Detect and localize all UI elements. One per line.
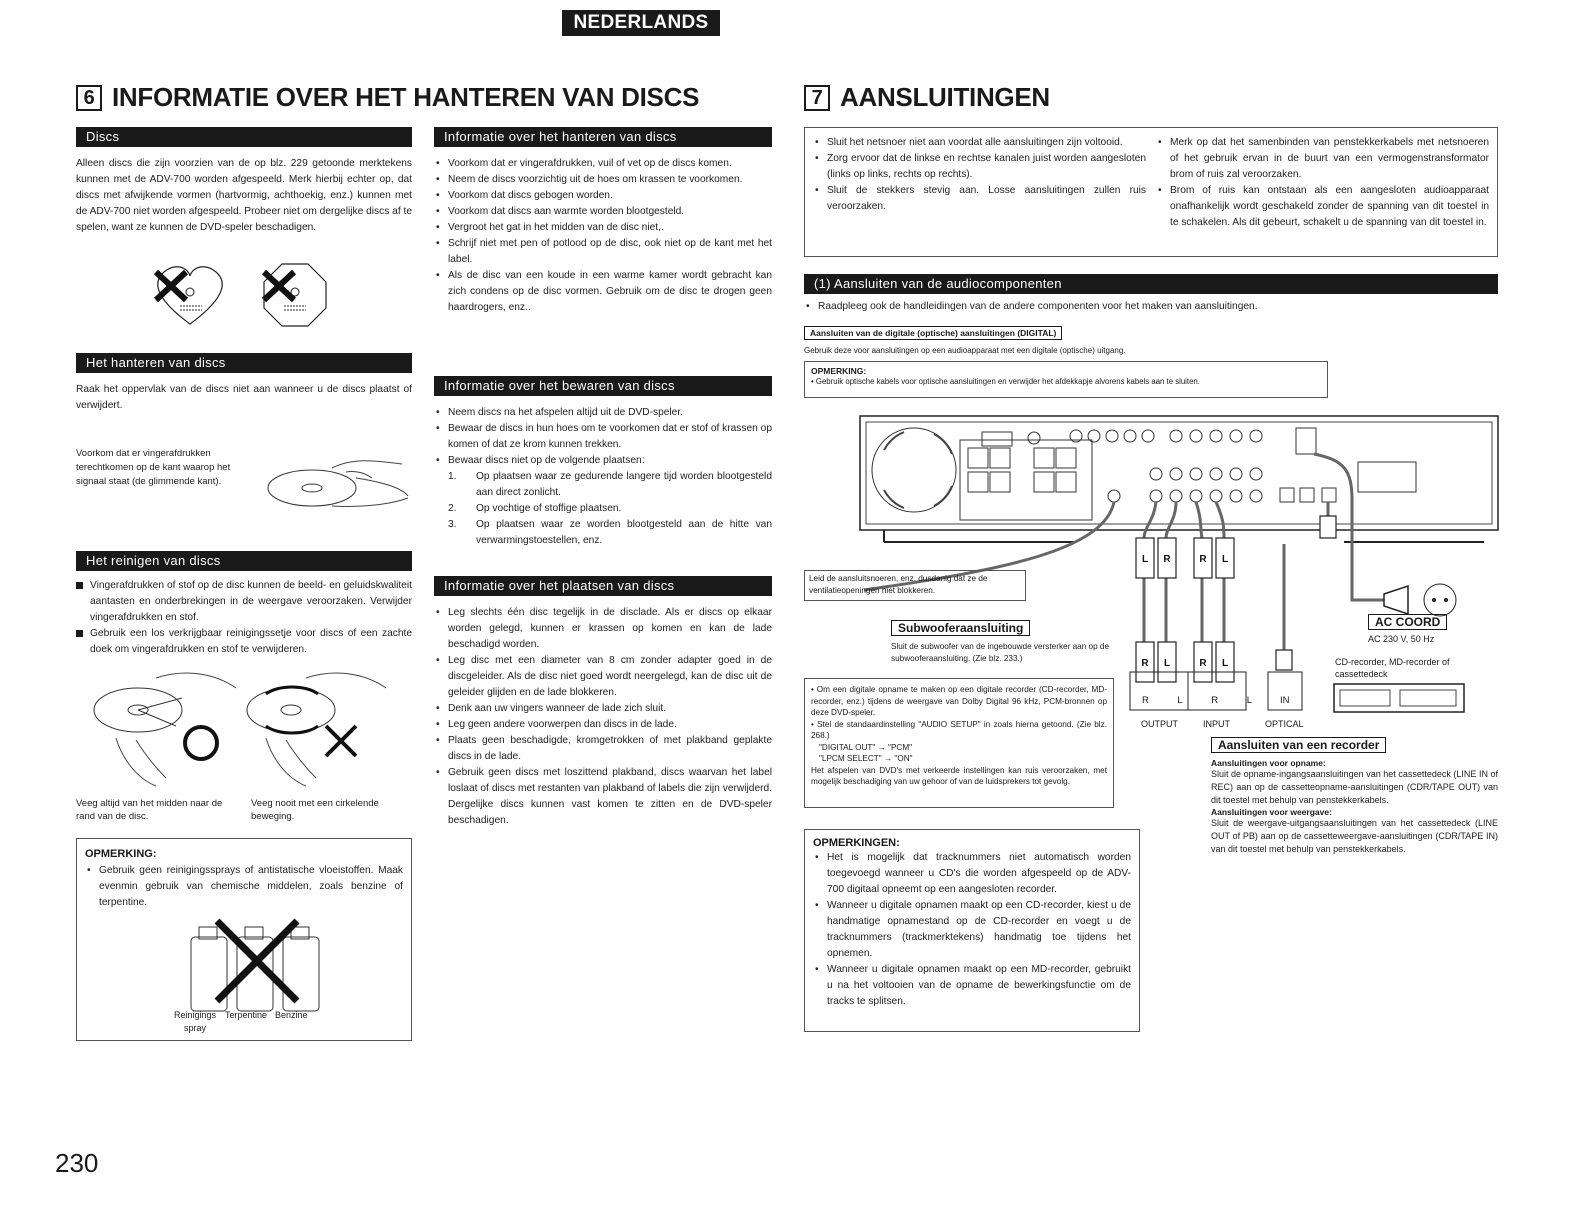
intro-left-item: • Sluit de stekkers stevig aan. Losse aansluitingen zullen ruis veroorzaken. xyxy=(813,183,1146,215)
placing-item: • Leg disc met een diameter van 8 cm zonder adapter goed in de discgeleider. Als de disc niet goed wordt neergelegd, kan de disc uit de geleider glijden en de lade blokkeren. xyxy=(434,653,772,701)
section-7-title xyxy=(804,82,1050,113)
placing-heading: Informatie over het plaatsen van discs xyxy=(434,576,772,596)
svg-text:R: R xyxy=(1199,658,1207,669)
column-info xyxy=(434,127,772,316)
recorder-caption: CD-recorder, MD-recorder of cassettedeck xyxy=(1335,657,1450,679)
digital-rec-box: • Om een digitale opname te maken op een digitale recorder (CD-recorder, MD-recorder, enz.) tijdens de weergave van Dolby Digital 96 kHz, PCM-bronnen op deze DVD-speler. • Stel de standaardinstelling "AUDIO SETUP" in zoals hierna getoond. (Zie blz. 268.) "DIGITAL OUT" → "PCM" "LPCM SELECT" → "ON" Het afspelen van DVD's met verkeerde instellingen kan ruis veroorzaken, met mogelijk beschadiging van uw gehoor of van de luidsprekers tot gevolg. xyxy=(804,678,1114,808)
audio-note: • Raadpleeg ook de handleidingen van de andere componenten voor het maken van aansluitingen. xyxy=(804,299,1498,315)
in-label: IN xyxy=(1280,695,1290,706)
handling-info-heading: Informatie over het hanteren van discs xyxy=(434,127,772,147)
rec-text: Sluit de opname-ingangsaansluitingen van het cassettedeck (LINE IN of REC) aan op de cassetteopname-aansluitingen (CDR/TAPE OUT) van dit toestel met behulp van penstekkerkabels. xyxy=(1211,769,1498,805)
section-6-title xyxy=(76,82,699,113)
placing-item: • Leg slechts één disc tegelijk in de disclade. Als er discs op elkaar worden gelegd, kunnen er krassen op komen en kan de lade beschadigd worden. xyxy=(434,605,772,653)
opmerkingen-item: • Wanneer u digitale opnamen maakt op een MD-recorder, gebruikt u na het voltooien van de opname de bewerkingsfunctie om de tracks te splitsen. xyxy=(813,962,1131,1010)
page-number: 230 xyxy=(55,1148,99,1178)
bottle-label-spray: Reinigings spray xyxy=(173,1010,217,1033)
handling-block xyxy=(76,353,412,414)
recorder-block xyxy=(1211,758,1498,856)
optical-label: OPTICAL xyxy=(1265,719,1304,729)
handling-info-item: • Neem de discs voorzichtig uit de hoes om krassen te voorkomen. xyxy=(434,172,772,188)
handling-info-item: • Als de disc van een koude in een warme kamer wordt gebracht kan zich condens op de disc vormen. Gebruik om de disc te drogen geen haardrogers, enz.. xyxy=(434,268,772,316)
storage-subitem: 1. Op plaatsen waar ze gedurende langere tijd worden blootgesteld aan direct zonlicht. xyxy=(448,471,772,498)
digital-text: Gebruik deze voor aansluitingen op een audioapparaat met een digitale (optische) uitgang. xyxy=(804,346,1126,355)
intro-box xyxy=(804,127,1498,257)
subwoofer-heading: Subwooferaansluiting xyxy=(891,620,1030,636)
handling-info-item: • Vergroot het gat in het midden van de disc niet,. xyxy=(434,220,772,236)
audio-heading: (1) Aansluiten van de audiocomponenten xyxy=(804,274,1498,294)
handling-info-item: • Voorkom dat discs gebogen worden. xyxy=(434,188,772,204)
digital-heading: Aansluiten van de digitale (optische) aansluitingen (DIGITAL) xyxy=(804,326,1062,340)
odd-discs-illustration xyxy=(150,262,340,332)
placing-block xyxy=(434,576,772,829)
handling-info-item: • Voorkom dat er vingerafdrukken, vuil of vet op de discs komen. xyxy=(434,156,772,172)
cleaning-illustration xyxy=(86,668,416,788)
svg-text:L: L xyxy=(1221,554,1229,565)
subwoofer-text: Sluit de subwoofer van de ingebouwde versterker aan op de subwooferaansluiting. (Zie blz. 233.) xyxy=(891,642,1110,663)
bottle-label-terpentine: Terpentine xyxy=(225,1010,268,1020)
storage-heading: Informatie over het bewaren van discs xyxy=(434,376,772,396)
opmerkingen-title: OPMERKINGEN: xyxy=(813,837,900,849)
handling-caption: Voorkom dat er vingerafdrukken terechtkomen op de kant waarop het signaal staat (de glimmende kant). xyxy=(76,448,231,487)
svg-text:L: L xyxy=(1141,554,1149,565)
ventilation-note: Leid de aansluitsnoeren, enz. dusdanig dat ze de ventilatieopeningen niet blokkeren. xyxy=(804,570,1026,601)
placing-item: • Denk aan uw vingers wanneer de lade zich sluit. xyxy=(434,701,772,717)
intro-right-item: • Brom of ruis kan ontstaan als een aangesloten audioapparaat onafhankelijk wordt geschakeld zonder de spanning van dit toestel in te schakelen. Als dit gebeurt, schakelt u de spanning van dit toestel in. xyxy=(1156,183,1489,231)
svg-text:L: L xyxy=(1163,658,1171,669)
ac-spec: AC 230 V, 50 Hz xyxy=(1368,634,1435,644)
bottle-label-benzine: Benzine xyxy=(275,1010,308,1020)
discs-text: Alleen discs die zijn voorzien van de op blz. 229 getoonde merktekens kunnen met de ADV-700 worden afgespeeld. Merk hierbij echter op, dat discs met afwijkende vormen (hartvormig, achthoekig, enz.) kunnen met de ADV-700 niet worden afgespeeld. Probeer niet om dergelijke discs af te spelen, want ze kunnen de DVD-speler beschadigen. xyxy=(76,158,412,233)
opm-small-title: OPMERKING: xyxy=(811,366,867,376)
cleaning-item-1: Vingerafdrukken of stof op de disc kunnen de beeld- en geluidskwaliteit aantasten en onderbrekingen in de weergave veroorzaken. Verwijder vingerafdrukken en stof. xyxy=(76,578,412,626)
digital-rec-item: Om een digitale opname te maken op een digitale recorder (CD-recorder, MD-recorder, enz.) tijdens de weergave van Dolby Digital 96 kHz, PCM-bronnen op deze DVD-speler. xyxy=(811,685,1107,717)
opmerkingen-box xyxy=(804,829,1140,1032)
handling-info-item: • Voorkom dat discs aan warmte worden blootgesteld. xyxy=(434,204,772,220)
intro-left-item: • Zorg ervoor dat de linkse en rechtse kanalen juist worden aangesloten (links op links, rechts op rechts). xyxy=(813,151,1146,183)
handling-text: Raak het oppervlak van de discs niet aan wanneer u de discs plaatst of verwijdert. xyxy=(76,384,412,411)
section-6-number: 6 xyxy=(76,85,102,111)
handling-heading: Het hanteren van discs xyxy=(76,353,412,373)
handling-info-item: • Schrijf niet met pen of potlood op de disc, ook niet op de kant met het label. xyxy=(434,236,772,268)
opmerkingen-item: • Wanneer u digitale opnamen maakt op een CD-recorder, kiest u de handmatige opnamestand op de CD-recorder en voegt u de tracknummers (trackmerktekens) handmatig toe tijdens het opnemen. xyxy=(813,898,1131,962)
rec-title: Aansluitingen voor opname: xyxy=(1211,758,1326,768)
storage-item: • Bewaar discs niet op de volgende plaatsen: xyxy=(434,453,772,469)
placing-item: • Gebruik geen discs met loszittend plakband, discs waarvan het label loslaat of discs met restanten van plakband of labels die zijn verwijderd. Dergelijke discs kunnen vast komen te zitten en de DVD-speler beschadigen. xyxy=(434,765,772,829)
opm-small-text: • Gebruik optische kabels voor optische aansluitingen en verwijder het afdekkapje alvorens kabels aan te sluiten. xyxy=(811,377,1200,386)
placing-item: • Plaats geen beschadigde, kromgetrokken of met plakband geplakte discs in de lade. xyxy=(434,733,772,765)
discs-heading: Discs xyxy=(76,127,412,147)
opmerkingen-item: • Het is mogelijk dat tracknummers niet automatisch worden toegevoegd wanneer u CD's die worden afgespeeld op de ADV-700 digitaal opneemt op een aangesloten recorder. xyxy=(813,850,1131,898)
svg-text:L: L xyxy=(1221,658,1229,669)
storage-item: • Bewaar de discs in hun hoes om te voorkomen dat er stof of krassen op komen of dat ze krom kunnen trekken. xyxy=(434,421,772,453)
storage-subitem: 3. Op plaatsen waar ze worden blootgesteld aan de hitte van verwarmingstoestellen, enz. xyxy=(448,519,772,546)
jack-letters: R L R L xyxy=(1142,695,1252,706)
caption-wipe-ok: Veeg altijd van het midden naar de rand van de disc. xyxy=(76,798,223,822)
storage-item: • Neem discs na het afspelen altijd uit de DVD-speler. xyxy=(434,405,772,421)
digital-rec-warning: Het afspelen van DVD's met verkeerde instellingen kan ruis veroorzaken, met mogelijk beschadiging van uw gehoor of van de luidsprekers tot gevolg. xyxy=(811,765,1107,786)
section-6-title-text: INFORMATIE OVER HET HANTEREN VAN DISCS xyxy=(112,82,700,112)
digital-rec-item: Stel de standaardinstelling "AUDIO SETUP" in zoals hierna getoond. (Zie blz. 268.) xyxy=(811,719,1107,740)
opm-small-box xyxy=(804,361,1328,398)
play-title: Aansluitingen voor weergave: xyxy=(1211,807,1332,817)
svg-text:R: R xyxy=(1163,554,1171,565)
caption-wipe-bad: Veeg nooit met een cirkelende beweging. xyxy=(251,798,379,822)
hand-disc-illustration xyxy=(262,448,412,514)
ac-coord-label: AC COORD xyxy=(1368,614,1447,630)
output-label: OUTPUT xyxy=(1141,719,1178,729)
bottles-illustration xyxy=(187,917,327,1013)
play-text: Sluit de weergave-uitgangsaansluitingen van het cassettedeck (LINE OUT of PB) aan op de cassetteweergave-aansluitingen (CDR/TAPE IN) van dit toestel met behulp van penstekkerkabels. xyxy=(1211,818,1498,854)
section-7-number: 7 xyxy=(804,85,830,111)
cleaning-item-2: Gebruik een los verkrijgbaar reinigingssetje voor discs of een zachte doek om vingerafdrukken en stof te verwijderen. xyxy=(76,626,412,658)
language-tag: NEDERLANDS xyxy=(562,10,720,36)
note-text: • Gebruik geen reinigingssprays of antistatische vloeistoffen. Maak evenmin gebruik van chemische middelen, zoals benzine of terpentine. xyxy=(85,863,403,911)
digital-rec-setting: "LPCM SELECT" → "ON" xyxy=(819,754,913,763)
intro-left-item: • Sluit het netsnoer niet aan voordat alle aansluitingen zijn voltooid. xyxy=(813,135,1146,151)
placing-item: • Leg geen andere voorwerpen dan discs in de lade. xyxy=(434,717,772,733)
section-7-title-text: AANSLUITINGEN xyxy=(840,82,1050,112)
note-title: OPMERKING: xyxy=(85,848,157,860)
column-discs xyxy=(76,127,412,236)
storage-block xyxy=(434,376,772,549)
svg-text:R: R xyxy=(1199,554,1207,565)
cleaning-heading: Het reinigen van discs xyxy=(76,551,412,571)
note-box xyxy=(76,838,412,1041)
digital-rec-setting: "DIGITAL OUT" → "PCM" xyxy=(819,742,913,752)
intro-right-item: • Merk op dat het samenbinden van penstekkerkabels met netsnoeren of het gebruik ervan in de buurt van een vermogenstransformator brom of ruis zal veroorzaken. xyxy=(1156,135,1489,183)
cleaning-block xyxy=(76,551,412,658)
recorder-heading: Aansluiten van een recorder xyxy=(1211,737,1386,753)
storage-subitem: 2. Op vochtige of stoffige plaatsen. xyxy=(448,503,622,514)
svg-text:R: R xyxy=(1141,658,1149,669)
input-label: INPUT xyxy=(1203,719,1230,729)
